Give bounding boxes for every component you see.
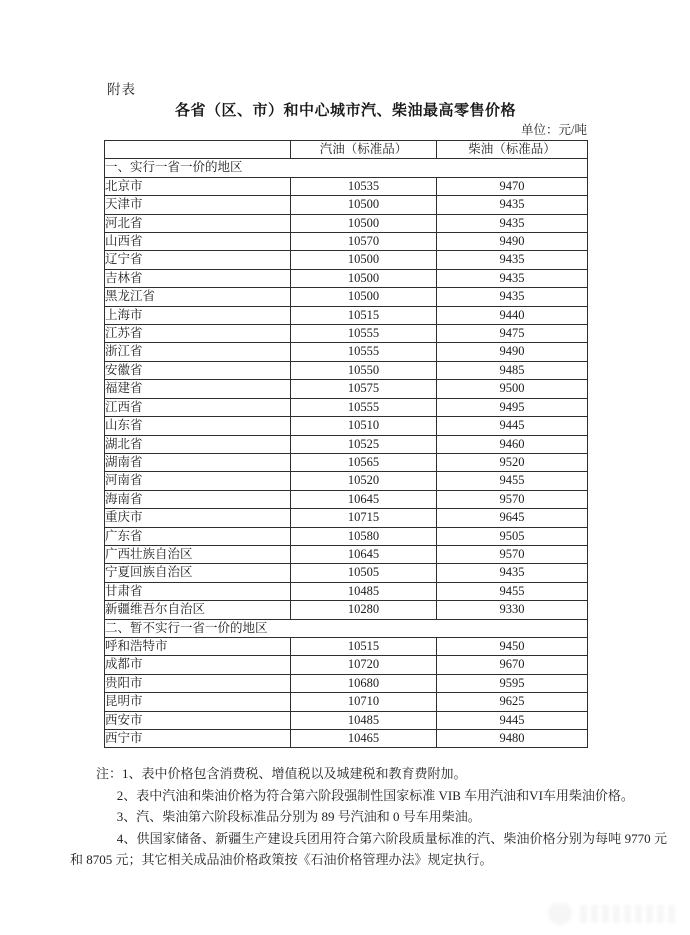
diesel-price: 9670 [437,656,588,674]
diesel-price: 9445 [437,417,588,435]
table-row [105,233,588,251]
diesel-price: 9435 [437,269,588,287]
gasoline-price: 10535 [291,177,437,195]
diesel-price: 9500 [437,380,588,398]
section-header: 二、暂不实行一省一价的地区 [105,619,588,637]
column-header-diesel: 柴油（标准品） [437,141,588,159]
table-row [105,380,588,398]
region-name: 黑龙江省 [105,288,291,306]
diesel-price: 9645 [437,509,588,527]
table-row [105,582,588,600]
table-row [105,177,588,195]
region-name: 甘肃省 [105,582,291,600]
diesel-price: 9495 [437,398,588,416]
region-name: 河南省 [105,472,291,490]
diesel-price: 9455 [437,582,588,600]
region-name: 重庆市 [105,509,291,527]
watermark [548,900,676,928]
region-name: 广西壮族自治区 [105,545,291,563]
gasoline-price: 10510 [291,417,437,435]
gasoline-price: 10555 [291,325,437,343]
region-name: 宁夏回族自治区 [105,564,291,582]
table-row [105,545,588,563]
region-name: 昆明市 [105,693,291,711]
region-name: 成都市 [105,656,291,674]
diesel-price: 9445 [437,711,588,729]
section-header-row [105,619,588,637]
diesel-price: 9460 [437,435,588,453]
column-header-blank [105,141,291,159]
diesel-price: 9435 [437,214,588,232]
gasoline-price: 10645 [291,545,437,563]
table-row [105,472,588,490]
region-name: 湖南省 [105,453,291,471]
table-row [105,325,588,343]
section-header: 一、实行一省一价的地区 [105,159,588,177]
region-name: 新疆维吾尔自治区 [105,601,291,619]
gasoline-price: 10520 [291,472,437,490]
table-row [105,453,588,471]
diesel-price: 9570 [437,545,588,563]
diesel-price: 9435 [437,251,588,269]
diesel-price: 9625 [437,693,588,711]
table-row [105,306,588,324]
region-name: 北京市 [105,177,291,195]
gasoline-price: 10465 [291,730,437,748]
diesel-price: 9330 [437,601,588,619]
table-row [105,269,588,287]
note-line: 注：1、表中价格包含消费税、增值税以及城建税和教育费附加。 [96,766,467,781]
gasoline-price: 10550 [291,361,437,379]
region-name: 上海市 [105,306,291,324]
watermark-text [580,905,676,923]
region-name: 江苏省 [105,325,291,343]
gasoline-price: 10680 [291,674,437,692]
gasoline-price: 10515 [291,306,437,324]
price-table-container [104,140,587,748]
diesel-price: 9450 [437,637,588,655]
region-name: 山西省 [105,233,291,251]
diesel-price: 9595 [437,674,588,692]
table-row [105,251,588,269]
diesel-price: 9520 [437,453,588,471]
table-row [105,711,588,729]
appendix-label: 附表 [107,82,136,97]
diesel-price: 9505 [437,527,588,545]
price-table [104,140,588,748]
region-name: 山东省 [105,417,291,435]
gasoline-price: 10565 [291,453,437,471]
note-line: 2、表中汽油和柴油价格为符合第六阶段强制性国家标准 VIB 车用汽油和VI车用柴油价格。 [116,787,634,803]
table-row [105,361,588,379]
gasoline-price: 10580 [291,527,437,545]
gasoline-price: 10515 [291,637,437,655]
region-name: 江西省 [105,398,291,416]
notes [70,763,667,871]
region-name: 西安市 [105,711,291,729]
region-name: 天津市 [105,196,291,214]
diesel-price: 9435 [437,288,588,306]
gasoline-price: 10485 [291,711,437,729]
table-row [105,214,588,232]
diesel-price: 9490 [437,343,588,361]
table-row [105,730,588,748]
gasoline-price: 10570 [291,233,437,251]
gasoline-price: 10645 [291,490,437,508]
table-row [105,509,588,527]
note-line: 4、供国家储备、新疆生产建设兵团用符合第六阶段质量标准的汽、柴油价格分别为每吨 9770 元和 8705 元；其它相关成品油价格政策按《石油价格管理办法》规定执行。 [70,830,667,867]
gasoline-price: 10525 [291,435,437,453]
column-header-gasoline: 汽油（标准品） [291,141,437,159]
gasoline-price: 10710 [291,693,437,711]
table-row [105,693,588,711]
region-name: 广东省 [105,527,291,545]
document-title: 各省（区、市）和中心城市汽、柴油最高零售价格 [174,102,516,119]
region-name: 吉林省 [105,269,291,287]
diesel-price: 9485 [437,361,588,379]
table-row [105,674,588,692]
diesel-price: 9490 [437,233,588,251]
table-row [105,288,588,306]
table-header-row [105,141,588,159]
diesel-price: 9480 [437,730,588,748]
region-name: 辽宁省 [105,251,291,269]
gasoline-price: 10500 [291,288,437,306]
table-row [105,435,588,453]
table-row [105,637,588,655]
gasoline-price: 10500 [291,196,437,214]
gasoline-price: 10575 [291,380,437,398]
region-name: 海南省 [105,490,291,508]
watermark-icon [548,903,572,925]
table-row [105,398,588,416]
table-body [105,159,588,748]
region-name: 湖北省 [105,435,291,453]
table-row [105,417,588,435]
unit-label: 单位：元/吨 [521,123,587,137]
gasoline-price: 10720 [291,656,437,674]
region-name: 贵阳市 [105,674,291,692]
diesel-price: 9470 [437,177,588,195]
table-row [105,490,588,508]
gasoline-price: 10500 [291,251,437,269]
region-name: 河北省 [105,214,291,232]
table-row [105,527,588,545]
gasoline-price: 10715 [291,509,437,527]
region-name: 福建省 [105,380,291,398]
table-row [105,196,588,214]
diesel-price: 9570 [437,490,588,508]
section-header-row [105,159,588,177]
gasoline-price: 10505 [291,564,437,582]
diesel-price: 9455 [437,472,588,490]
table-row [105,343,588,361]
gasoline-price: 10500 [291,214,437,232]
gasoline-price: 10555 [291,343,437,361]
region-name: 西宁市 [105,730,291,748]
note-line: 3、汽、柴油第六阶段标准品分别为 89 号汽油和 0 号车用柴油。 [116,809,481,824]
diesel-price: 9475 [437,325,588,343]
region-name: 浙江省 [105,343,291,361]
table-row [105,656,588,674]
gasoline-price: 10500 [291,269,437,287]
gasoline-price: 10485 [291,582,437,600]
region-name: 呼和浩特市 [105,637,291,655]
region-name: 安徽省 [105,361,291,379]
diesel-price: 9440 [437,306,588,324]
gasoline-price: 10555 [291,398,437,416]
diesel-price: 9435 [437,196,588,214]
table-row [105,564,588,582]
gasoline-price: 10280 [291,601,437,619]
diesel-price: 9435 [437,564,588,582]
table-row [105,601,588,619]
